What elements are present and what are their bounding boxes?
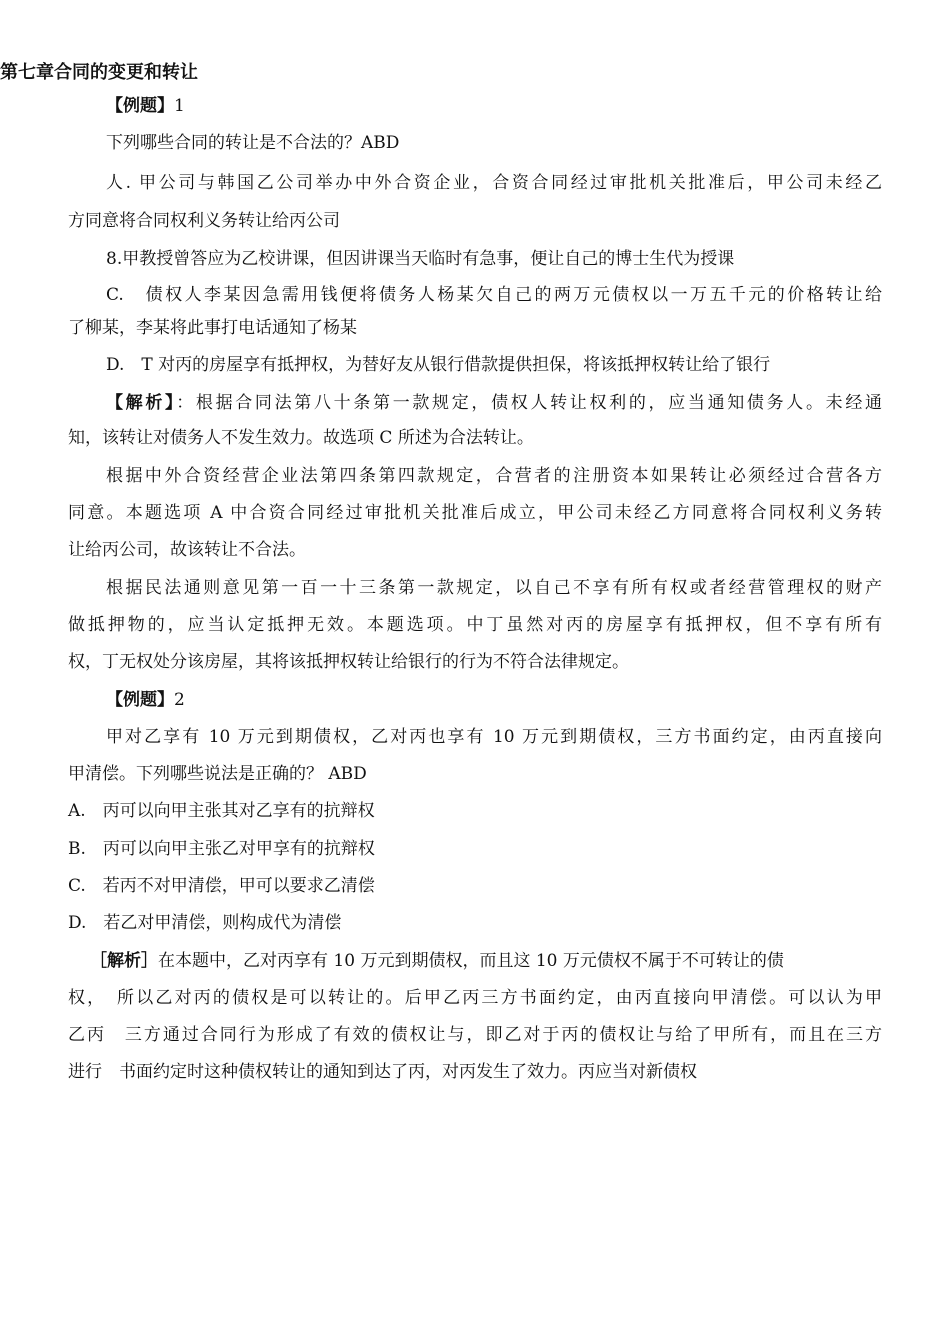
option-d: D. T 对丙的房屋享有抵押权，为替好友从银行借款提供担保，将该抵押权转让给了银行 xyxy=(106,355,771,375)
example-2-heading xyxy=(106,689,185,711)
example-2-option-a: A. 丙可以向甲主张其对乙享有的抗辩权 xyxy=(68,801,375,821)
analysis-2-para-line-1: ［解析］在本题中，乙对丙享有 10 万元到期债权，而且这 10 万元债权不属于不可转让的债 xyxy=(90,951,784,971)
analysis-1-line-1: 【解析】：根据合同法第八十条第一款规定，债权人转让权利的，应当通知债务人。未经通 xyxy=(106,393,882,413)
example-2-question-line-1: 甲对乙享有 10 万元到期债权，乙对丙也享有 10 万元到期债权，三方书面约定，由丙直接向 xyxy=(106,727,882,747)
option-c-line-2: 了柳某，李某将此事打电话通知了杨某 xyxy=(68,318,357,338)
analysis-2-line-2: 同意。本题选项 A 中合资合同经过审批机关批准后成立，甲公司未经乙方同意将合同权利义务转 xyxy=(68,503,882,523)
analysis-3-line-1: 根据民法通则意见第一百一十三条第一款规定，以自己不享有所有权或者经营管理权的财产 xyxy=(106,578,882,598)
example-2-question-line-2: 甲清偿。下列哪些说法是正确的？ ABD xyxy=(68,764,367,784)
example-label: 【例题】 xyxy=(106,690,174,710)
example-2-option-c: C. 若丙不对甲清偿，甲可以要求乙清偿 xyxy=(68,876,375,896)
analysis-2-para-line-2: 权， 所以乙对丙的债权是可以转让的。后甲乙丙三方书面约定，由丙直接向甲清偿。可以认为甲 xyxy=(68,988,882,1008)
example-1-heading xyxy=(106,95,185,117)
option-a-line-2: 方同意将合同权利义务转让给丙公司 xyxy=(68,211,340,231)
analysis-2-para-line-3: 乙丙 三方通过合同行为形成了有效的债权让与，即乙对于丙的债权让与给了甲所有，而且在三方 xyxy=(68,1025,882,1045)
option-c-line-1: C. 债权人李某因急需用钱便将债务人杨某欠自己的两万元债权以一万五千元的价格转让给 xyxy=(106,285,882,305)
analysis-2-line-3: 让给丙公司，故该转让不合法。 xyxy=(68,540,306,560)
example-2-option-b: B. 丙可以向甲主张乙对甲享有的抗辩权 xyxy=(68,839,375,859)
example-number: 2 xyxy=(174,690,185,710)
analysis-label: ［解析］ xyxy=(90,951,158,971)
analysis-3-line-2: 做抵押物的，应当认定抵押无效。本题选项。中丁虽然对丙的房屋享有抵押权，但不享有所有 xyxy=(68,615,882,635)
analysis-2-para-line-4: 进行 书面约定时这种债权转让的通知到达了丙，对丙发生了效力。丙应当对新债权 xyxy=(68,1062,697,1082)
analysis-3-line-3: 权，丁无权处分该房屋，其将该抵押权转让给银行的行为不符合法律规定。 xyxy=(68,652,629,672)
example-label: 【例题】 xyxy=(106,96,174,116)
analysis-2-line-1: 根据中外合资经营企业法第四条第四款规定，合营者的注册资本如果转让必须经过合营各方 xyxy=(106,466,882,486)
analysis-1-line-2: 知，该转让对债务人不发生效力。故选项 C 所述为合法转让。 xyxy=(68,428,534,448)
option-a-line-1: 人. 甲公司与韩国乙公司举办中外合资企业，合资合同经过审批机关批准后，甲公司未经乙 xyxy=(106,173,882,193)
analysis-label: 【解析】 xyxy=(106,393,177,413)
page-title: 第七章合同的变更和转让 xyxy=(0,62,198,83)
example-2-option-d: D. 若乙对甲清偿，则构成代为清偿 xyxy=(68,913,342,933)
example-1-question: 下列哪些合同的转让是不合法的？ABD xyxy=(106,133,400,153)
option-b: 8.甲教授曾答应为乙校讲课，但因讲课当天临时有急事，便让自己的博士生代为授课 xyxy=(106,249,735,269)
example-number: 1 xyxy=(174,96,185,116)
